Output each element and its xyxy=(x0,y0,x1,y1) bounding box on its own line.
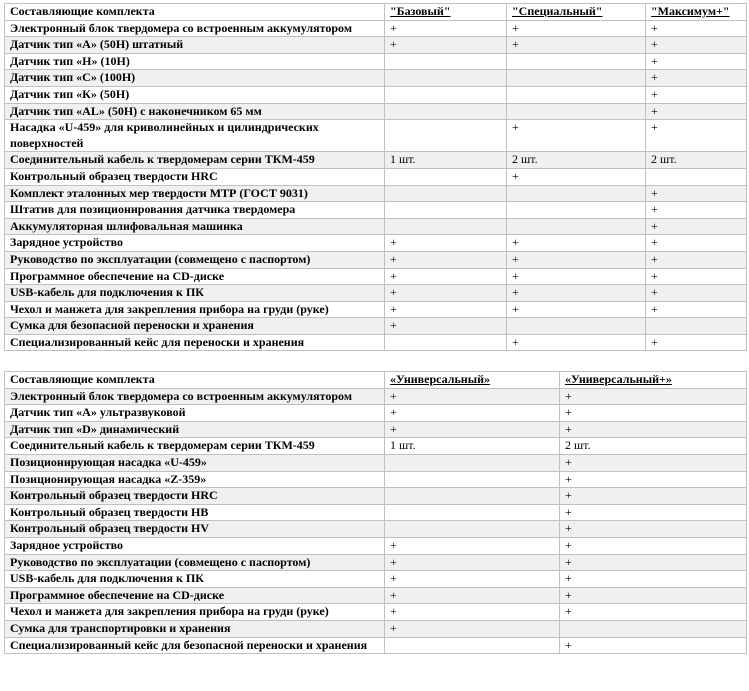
row-label: Специализированный кейс для безопасной переноски и хранения xyxy=(5,637,385,654)
table-cell: + xyxy=(646,70,747,87)
kit-comparison-table-1-body xyxy=(5,4,747,351)
table-cell: + xyxy=(646,235,747,252)
table-cell xyxy=(385,637,560,654)
row-label: Электронный блок твердомера со встроенным аккумулятором xyxy=(5,20,385,37)
row-label: Контрольный образец твердости HV xyxy=(5,521,385,538)
table-cell: + xyxy=(507,168,646,185)
row-label: Зарядное устройство xyxy=(5,537,385,554)
table-cell: + xyxy=(385,301,507,318)
table-cell xyxy=(385,70,507,87)
table-cell xyxy=(507,103,646,120)
table-cell: + xyxy=(646,251,747,268)
table-cell: + xyxy=(385,587,560,604)
row-label: Контрольный образец твердости HRC xyxy=(5,488,385,505)
table-cell xyxy=(385,120,507,152)
table-cell: + xyxy=(646,285,747,302)
header-kit-column: "Максимум+" xyxy=(646,4,747,21)
table-cell xyxy=(507,86,646,103)
table-cell: + xyxy=(385,620,560,637)
row-label: Специализированный кейс для переноски и хранения xyxy=(5,334,385,351)
table-row xyxy=(5,301,747,318)
table-row xyxy=(5,185,747,202)
table-cell: + xyxy=(560,604,747,621)
row-label: Позиционирующая насадка «Z-359» xyxy=(5,471,385,488)
table-cell: + xyxy=(385,37,507,54)
row-label: Контрольный образец твердости НВ xyxy=(5,504,385,521)
table-row xyxy=(5,637,747,654)
table-cell: + xyxy=(560,571,747,588)
row-label: Аккумуляторная шлифовальная машинка xyxy=(5,218,385,235)
row-label: Датчик тип «С» (100Н) xyxy=(5,70,385,87)
table-cell xyxy=(507,218,646,235)
table-cell xyxy=(385,504,560,521)
row-label: Штатив для позиционирования датчика твердомера xyxy=(5,202,385,219)
table-cell: + xyxy=(507,37,646,54)
table-cell: + xyxy=(385,554,560,571)
table-cell xyxy=(507,202,646,219)
table-cell: 2 шт. xyxy=(507,152,646,169)
table-row xyxy=(5,218,747,235)
table-cell: + xyxy=(385,421,560,438)
table-row xyxy=(5,471,747,488)
row-label: Чехол и манжета для закрепления прибора на груди (руке) xyxy=(5,604,385,621)
table-cell: + xyxy=(385,20,507,37)
row-label: Датчик тип «Н» (10Н) xyxy=(5,53,385,70)
row-label: USB-кабель для подключения к ПК xyxy=(5,571,385,588)
table-cell xyxy=(385,454,560,471)
table-row xyxy=(5,152,747,169)
table-cell: + xyxy=(560,454,747,471)
row-label: Программное обеспечение на CD-диске xyxy=(5,268,385,285)
kit-comparison-table-2 xyxy=(4,371,747,654)
table-cell: + xyxy=(507,334,646,351)
table-cell: + xyxy=(560,521,747,538)
table-cell: + xyxy=(385,571,560,588)
table-cell: + xyxy=(560,405,747,422)
row-label: Датчик тип «D» динамический xyxy=(5,421,385,438)
table-row xyxy=(5,268,747,285)
table-row xyxy=(5,318,747,335)
kit-comparison-table-1 xyxy=(4,3,747,351)
table-row xyxy=(5,620,747,637)
table-cell xyxy=(385,202,507,219)
table-cell: + xyxy=(646,103,747,120)
row-label: Чехол и манжета для закрепления прибора на груди (руке) xyxy=(5,301,385,318)
table-cell: + xyxy=(507,235,646,252)
table-row xyxy=(5,587,747,604)
table-row xyxy=(5,334,747,351)
table-row xyxy=(5,405,747,422)
table-cell: + xyxy=(507,20,646,37)
row-label: Программное обеспечение на CD-диске xyxy=(5,587,385,604)
table-cell xyxy=(507,70,646,87)
table-cell: + xyxy=(646,218,747,235)
row-label: Сумка для транспортировки и хранения xyxy=(5,620,385,637)
table-cell xyxy=(385,53,507,70)
table-row xyxy=(5,202,747,219)
table-cell: + xyxy=(385,537,560,554)
table-row xyxy=(5,504,747,521)
header-kit-column: "Специальный" xyxy=(507,4,646,21)
table-cell xyxy=(385,521,560,538)
table-cell: + xyxy=(385,285,507,302)
table-row xyxy=(5,454,747,471)
table-cell: 2 шт. xyxy=(646,152,747,169)
table-row xyxy=(5,285,747,302)
table-cell: + xyxy=(646,120,747,152)
table-cell: + xyxy=(560,554,747,571)
row-label: Датчик тип «К» (50Н) xyxy=(5,86,385,103)
header-components: Составляющие комплекта xyxy=(5,4,385,21)
table-header-row xyxy=(5,4,747,21)
table-cell: + xyxy=(560,637,747,654)
table-row xyxy=(5,20,747,37)
header-components: Составляющие комплекта xyxy=(5,372,385,389)
table-cell: + xyxy=(560,537,747,554)
table-row xyxy=(5,388,747,405)
table-cell: + xyxy=(646,334,747,351)
row-label: Датчик тип «А» (50Н) штатный xyxy=(5,37,385,54)
table-cell xyxy=(507,53,646,70)
table-cell xyxy=(385,488,560,505)
table-header-row xyxy=(5,372,747,389)
row-label: Соединительный кабель к твердомерам серии ТКМ-459 xyxy=(5,152,385,169)
table-cell xyxy=(507,185,646,202)
table-cell: + xyxy=(385,388,560,405)
table-cell: 1 шт. xyxy=(385,152,507,169)
table-row xyxy=(5,86,747,103)
table-cell xyxy=(646,168,747,185)
table-row xyxy=(5,120,747,152)
table-row xyxy=(5,537,747,554)
header-kit-column: «Универсальный+» xyxy=(560,372,747,389)
table-cell: + xyxy=(560,388,747,405)
header-kit-column: «Универсальный» xyxy=(385,372,560,389)
row-label: USB-кабель для подключения к ПК xyxy=(5,285,385,302)
table-cell: + xyxy=(385,604,560,621)
table-cell xyxy=(385,334,507,351)
row-label: Насадка «U-459» для криволинейных и цилиндрических поверхностей xyxy=(5,120,385,152)
table-cell: + xyxy=(646,86,747,103)
table-cell: + xyxy=(560,421,747,438)
table-row xyxy=(5,53,747,70)
table-cell: + xyxy=(646,37,747,54)
row-label: Электронный блок твердомера со встроенным аккумулятором xyxy=(5,388,385,405)
table-cell: + xyxy=(385,405,560,422)
table-cell xyxy=(385,103,507,120)
table-cell xyxy=(385,168,507,185)
table-row xyxy=(5,235,747,252)
row-label: Позиционирующая насадка «U-459» xyxy=(5,454,385,471)
table-cell xyxy=(507,318,646,335)
row-label: Датчик тип «AL» (50Н) с наконечником 65 мм xyxy=(5,103,385,120)
table-cell: + xyxy=(385,318,507,335)
row-label: Зарядное устройство xyxy=(5,235,385,252)
row-label: Датчик тип «А» ультразвуковой xyxy=(5,405,385,422)
table-row xyxy=(5,70,747,87)
table-cell: + xyxy=(646,301,747,318)
table-row xyxy=(5,571,747,588)
row-label: Соединительный кабель к твердомерам серии ТКМ-459 xyxy=(5,438,385,455)
table-row xyxy=(5,37,747,54)
table-cell: + xyxy=(646,53,747,70)
table-cell: + xyxy=(385,251,507,268)
row-label: Контрольный образец твердости HRC xyxy=(5,168,385,185)
table-cell: 2 шт. xyxy=(560,438,747,455)
row-label: Руководство по эксплуатации (совмещено с паспортом) xyxy=(5,554,385,571)
table-cell: + xyxy=(507,301,646,318)
table-cell xyxy=(560,620,747,637)
table-cell: + xyxy=(646,185,747,202)
table-cell: 1 шт. xyxy=(385,438,560,455)
table-cell: + xyxy=(507,268,646,285)
table-cell xyxy=(385,86,507,103)
table-cell: + xyxy=(560,504,747,521)
table-row xyxy=(5,421,747,438)
table-row xyxy=(5,168,747,185)
table-cell: + xyxy=(646,268,747,285)
table-cell xyxy=(646,318,747,335)
table-row xyxy=(5,251,747,268)
table-cell: + xyxy=(560,488,747,505)
table-cell: + xyxy=(385,268,507,285)
table-row xyxy=(5,521,747,538)
table-cell: + xyxy=(646,20,747,37)
table-cell: + xyxy=(385,235,507,252)
table-cell xyxy=(385,218,507,235)
table-cell: + xyxy=(507,251,646,268)
table-row xyxy=(5,554,747,571)
row-label: Сумка для безопасной переноски и хранения xyxy=(5,318,385,335)
kit-comparison-table-2-body xyxy=(5,372,747,654)
table-cell xyxy=(385,471,560,488)
header-kit-column: "Базовый" xyxy=(385,4,507,21)
table-cell xyxy=(385,185,507,202)
table-cell: + xyxy=(507,120,646,152)
table-row xyxy=(5,103,747,120)
table-row xyxy=(5,488,747,505)
row-label: Комплект эталонных мер твердости МТР (ГОСТ 9031) xyxy=(5,185,385,202)
table-cell: + xyxy=(560,471,747,488)
row-label: Руководство по эксплуатации (совмещено с паспортом) xyxy=(5,251,385,268)
table-cell: + xyxy=(560,587,747,604)
table-row xyxy=(5,604,747,621)
table-row xyxy=(5,438,747,455)
table-cell: + xyxy=(507,285,646,302)
table-cell: + xyxy=(646,202,747,219)
